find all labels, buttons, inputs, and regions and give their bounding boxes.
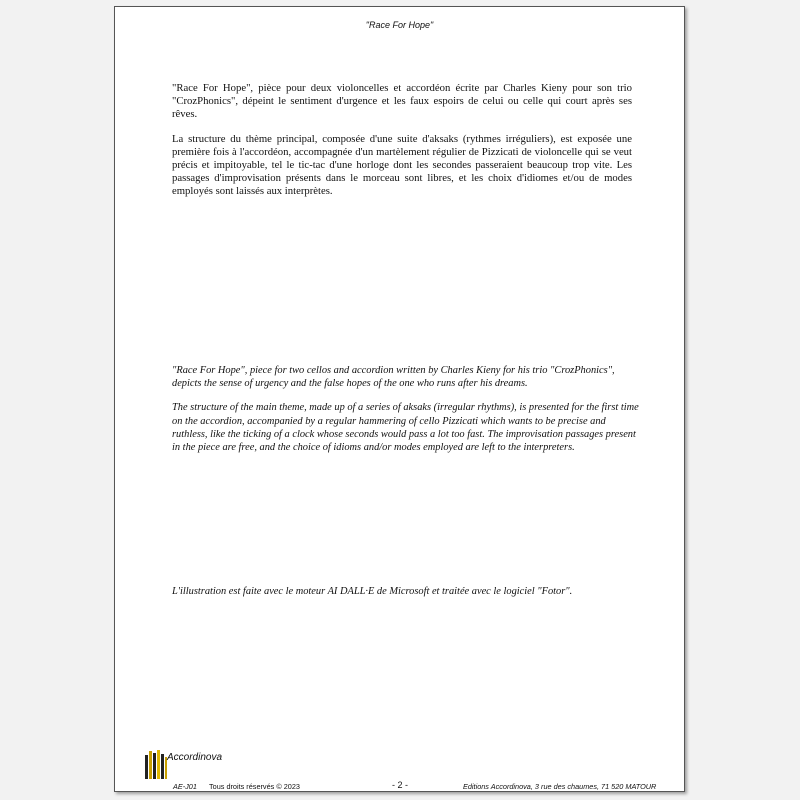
english-paragraph-1: "Race For Hope", piece for two cellos and accordion written by Charles Kieny for his trio "CrozPhonics", depicts the sense of urgency and the false hopes of the one who runs after his dreams. bbox=[172, 365, 615, 390]
french-paragraph-2: La structure du thème principal, composée d'une suite d'aksaks (rythmes irréguliers), est exposée une première fois à l'accordéon, accompagnée d'un martèlement régulier de Pizzicati de violoncelle qui se veut précis et impitoyable, tel le tic-tac d'une horloge dont les secondes passeraient beaucoup trop vite. Les passages d'improvisation présents dans le morceau sont libres, et les choix d'idiomes et/ou de modes employés sont laissés aux interprètes. bbox=[172, 132, 632, 198]
french-description bbox=[172, 82, 632, 210]
english-paragraph-2: The structure of the main theme, made up of a series of aksaks (irregular rhythms), is presented for the first time on the accordion, accompanied by a regular hammering of cello Pizzicati which wants to be precise and ruthless, like the ticking of a clock whose seconds would pass a lot too fast. The improvisation passages present in the piece are free, and the choice of idioms and/or modes employed are left to the interpreters. bbox=[172, 402, 639, 454]
french-paragraph-1: "Race For Hope", pièce pour deux violoncelles et accordéon écrite par Charles Kieny pour son trio "CrozPhonics", dépeint le sentiment d'urgence et les faux espoirs de celui ou celle qui court après ses rêves. bbox=[172, 82, 632, 121]
page-footer bbox=[115, 747, 684, 793]
accordinova-logo bbox=[143, 747, 239, 781]
document-code: AE-J01 bbox=[173, 782, 197, 791]
page-number: - 2 - bbox=[392, 780, 409, 790]
publisher-address: Editions Accordinova, 3 rue des chaumes, 71 520 MATOUR bbox=[463, 782, 657, 791]
page-header-title: "Race For Hope" bbox=[365, 20, 434, 30]
illustration-note-text: L'illustration est faite avec le moteur AI DALL·E de Microsoft et traitée avec le logiciel "Fotor". bbox=[172, 586, 573, 597]
illustration-note bbox=[172, 585, 642, 609]
accordion-bellows-icon bbox=[145, 750, 167, 779]
english-description bbox=[172, 364, 642, 465]
logo-text: Accordinova bbox=[167, 752, 223, 763]
document-page bbox=[114, 6, 685, 792]
copyright-text: Tous droits réservés © 2023 bbox=[209, 782, 300, 791]
